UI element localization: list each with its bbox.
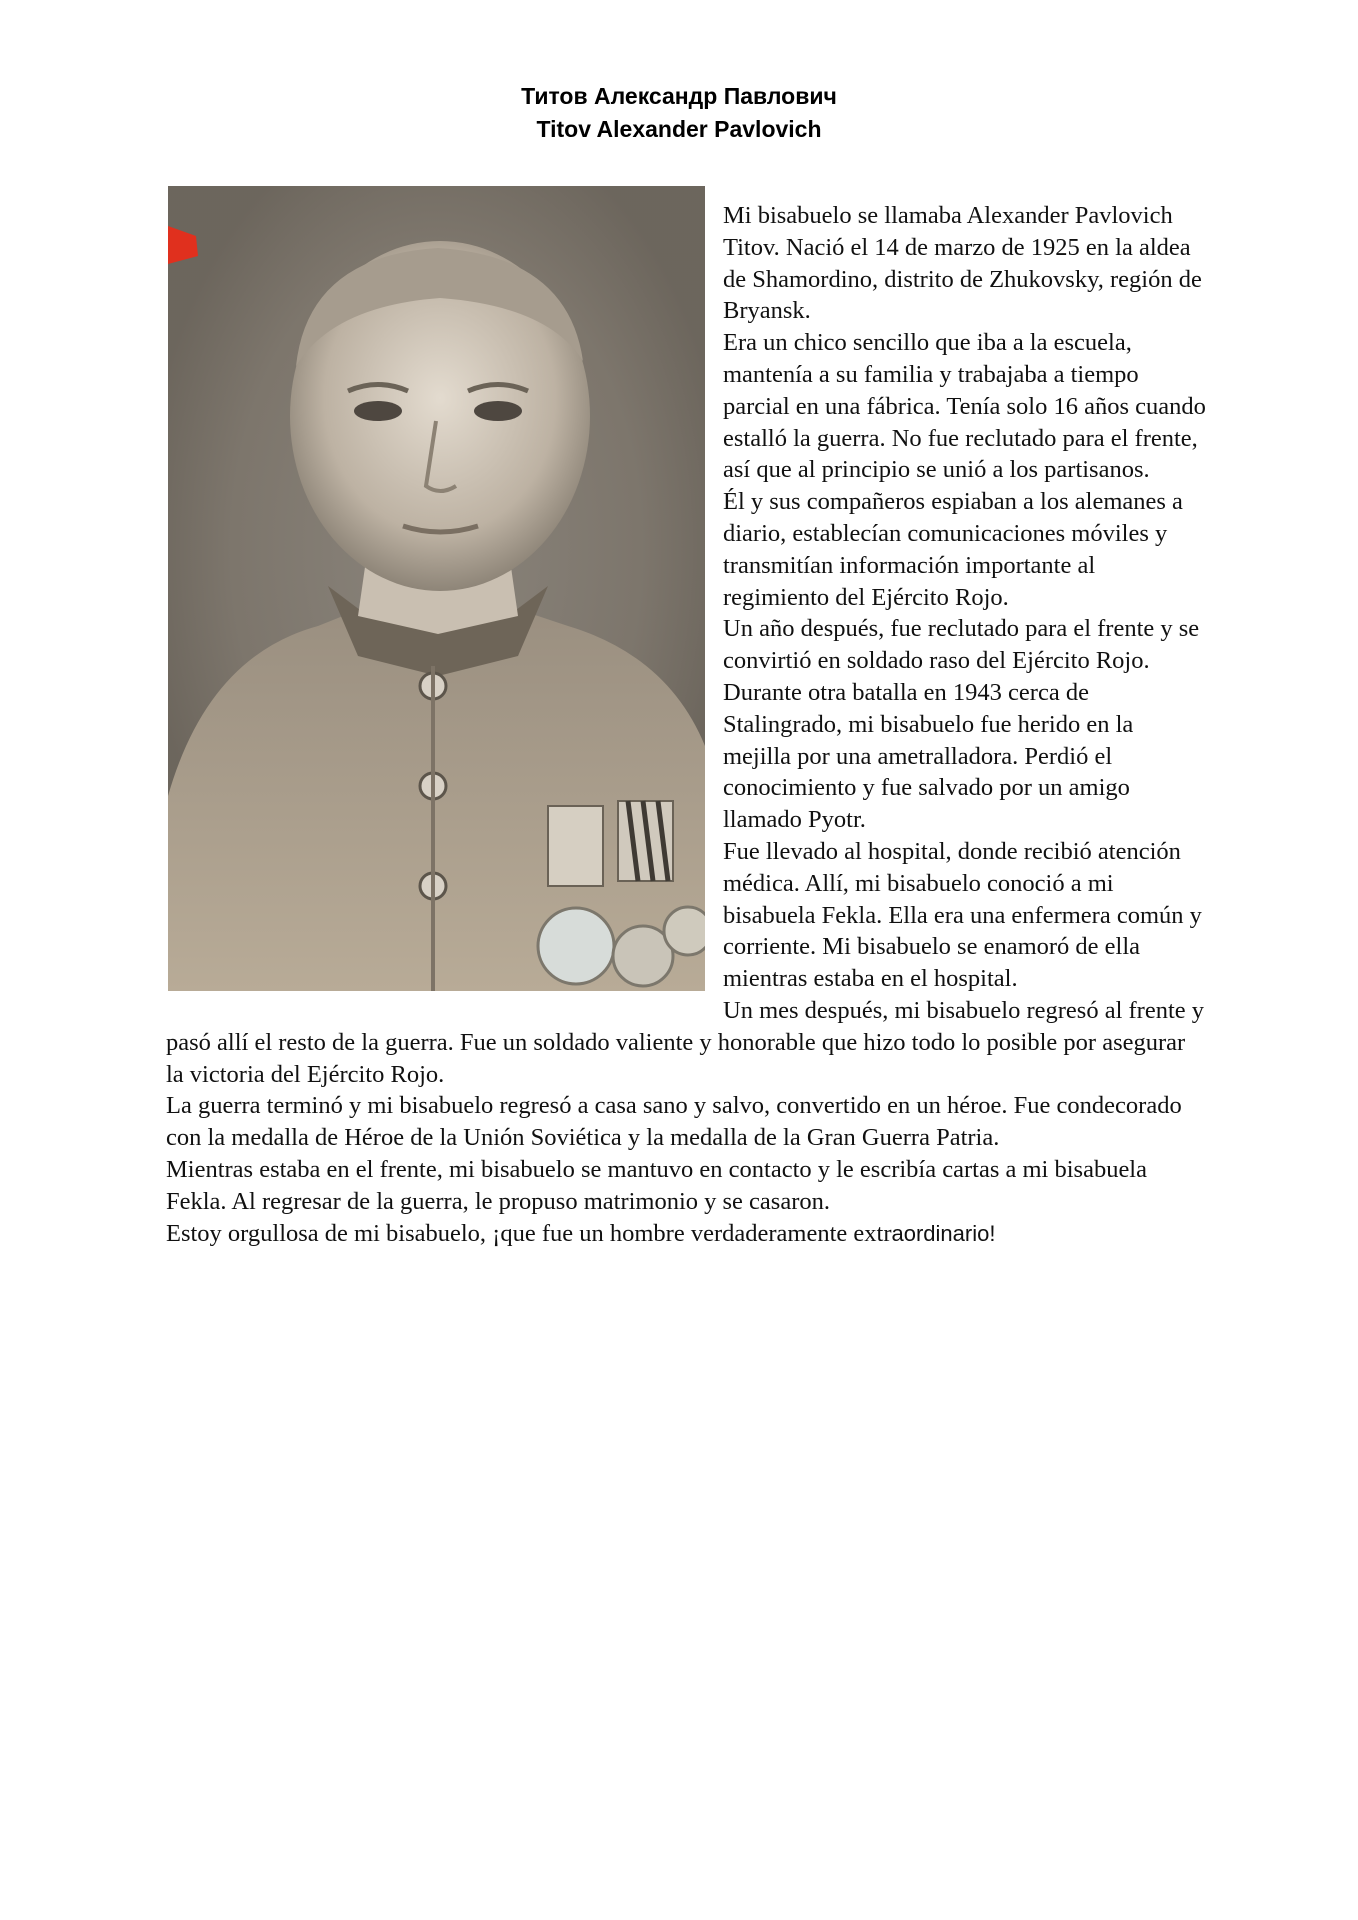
bio-paragraph: Él y sus compañeros espiaban a los alemanes a diario, establecían comunicaciones móviles y transmitían información importante al regimiento del Ejército Rojo. — [723, 488, 1183, 611]
bio-paragraph: Un mes después, mi bisabuelo regresó al frente y pasó allí el resto de la guerra. Fue un soldado valiente y honorable que hizo todo lo posible por asegurar la victoria del Ejército Rojo. — [166, 996, 1205, 1088]
closing-main: Estoy orgullosa de mi bisabuelo, ¡que fue un hombre verdaderamente extr — [166, 1219, 892, 1247]
bio-paragraph: Mi bisabuelo se llamaba Alexander Pavlovich Titov. Nació el 14 de marzo de 1925 en la aldea de Shamordino, distrito de Zhukovsky, región de Bryansk. — [723, 202, 1202, 325]
bio-paragraph: Durante otra batalla en 1943 cerca de Stalingrado, mi bisabuelo fue herido en la mejilla por una ametralladora. Perdió el conocimiento y fue salvado por un amigo llamado Pyotr. — [723, 678, 1134, 834]
portrait-spacer — [166, 200, 723, 1020]
closing-sentence — [166, 1218, 1206, 1250]
bio-paragraph: La guerra terminó y mi bisabuelo regresó a casa sano y salvo, convertido en un héroe. Fue condecorado con la medalla de Héroe de la Unión Soviética y la medalla de la Gran Guerra Patria. — [166, 1092, 1182, 1152]
biography-text — [166, 200, 1206, 1249]
title-russian: Титов Александр Павлович — [521, 83, 837, 109]
bio-paragraph: Era un chico sencillo que iba a la escuela, mantenía a su familia y trabajaba a tiempo parcial en una fábrica. Tenía solo 16 años cuando estalló la guerra. No fue reclutado para el frente, así que al principio se unió a los partisanos. — [723, 329, 1206, 484]
bio-paragraph: Un año después, fue reclutado para el frente y se convirtió en soldado raso del Ejército Rojo. — [723, 615, 1200, 675]
title-english: Titov Alexander Pavlovich — [536, 116, 822, 142]
bio-paragraph: Mientras estaba en el frente, mi bisabuelo se mantuvo en contacto y le escribía cartas a mi bisabuela Fekla. Al regresar de la guerra, le propuso matrimonio y se casaron. — [166, 1155, 1147, 1215]
closing-tail: aordinario! — [891, 1220, 996, 1246]
bio-paragraph: Fue llevado al hospital, donde recibió atención médica. Allí, mi bisabuelo conoció a mi bisabuela Fekla. Ella era una enfermera común y corriente. Mi bisabuelo se enamoró de ella mientras estaba en el hospital. — [723, 837, 1202, 993]
page-title — [0, 80, 1358, 146]
